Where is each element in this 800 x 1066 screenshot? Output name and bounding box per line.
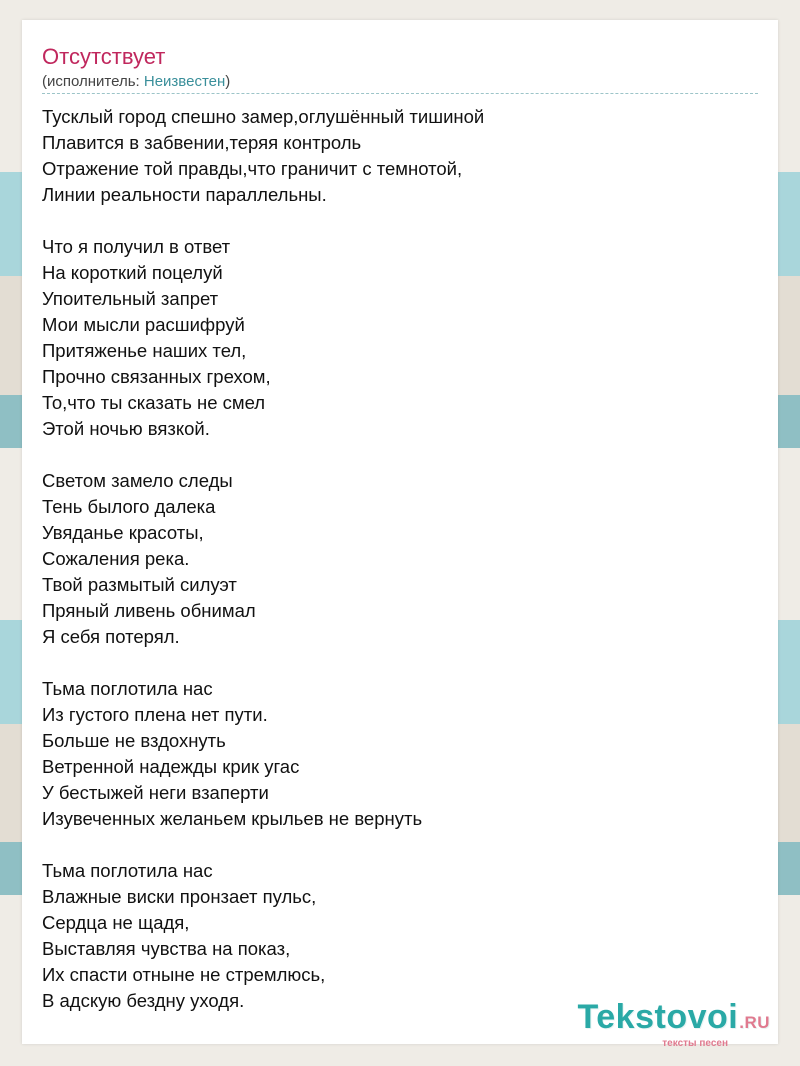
lyrics-stanza	[42, 676, 742, 832]
lyrics-line: Пряный ливень обнимал	[42, 600, 256, 621]
lyrics-line: Притяженье наших тел,	[42, 340, 247, 361]
lyrics-line: То,что ты сказать не смел	[42, 392, 266, 413]
logo-wordmark	[550, 998, 770, 1042]
lyrics-line: Тьма поглотила нас	[42, 678, 213, 699]
lyrics-body	[42, 104, 742, 1014]
artist-suffix: )	[225, 73, 231, 90]
lyrics-line: Светом замело следы	[42, 470, 233, 491]
lyrics-line: Увяданье красоты,	[42, 522, 204, 543]
lyrics-line: Сожаления река.	[42, 548, 190, 569]
lyrics-line: Из густого плена нет пути.	[42, 704, 268, 725]
artist-link[interactable]: Неизвестен	[143, 73, 226, 90]
lyrics-line: Больше не вздохнуть	[42, 730, 226, 751]
lyrics-line: Прочно связанных грехом,	[42, 366, 271, 387]
lyrics-line: Тень былого далека	[42, 496, 216, 517]
lyrics-line: Тусклый город спешно замер,оглушённый тишиной	[42, 106, 485, 127]
lyrics-line: Этой ночью вязкой.	[42, 418, 210, 439]
lyrics-line: Влажные виски пронзает пульс,	[42, 886, 317, 907]
lyrics-stanza	[42, 234, 742, 442]
site-logo[interactable]	[550, 998, 770, 1049]
lyrics-line: В адскую бездну уходя.	[42, 990, 245, 1011]
lyrics-line: Ветренной надежды крик угас	[42, 756, 300, 777]
song-title: Отсутствует	[42, 44, 166, 69]
lyrics-line: Плавится в забвении,теряя контроль	[42, 132, 362, 153]
lyrics-line: Изувеченных желаньем крыльев не вернуть	[42, 808, 423, 829]
lyrics-line: Твой размытый силуэт	[42, 574, 237, 595]
artist-prefix: (исполнитель:	[42, 73, 144, 90]
logo-tld: .RU	[739, 1013, 770, 1032]
lyrics-line: Отражение той правды,что граничит с темнотой,	[42, 158, 463, 179]
lyrics-stanza	[42, 104, 742, 208]
lyrics-line: Упоительный запрет	[42, 288, 219, 309]
lyrics-stanza	[42, 858, 742, 1014]
lyrics-line: Что я получил в ответ	[42, 236, 231, 257]
lyrics-line: У бестыжей неги взаперти	[42, 782, 269, 803]
lyrics-line: Их спасти отныне не стремлюсь,	[42, 964, 326, 985]
lyrics-line: На короткий поцелуй	[42, 262, 223, 283]
lyrics-line: Мои мысли расшифруй	[42, 314, 245, 335]
lyrics-line: Сердца не щадя,	[42, 912, 190, 933]
lyrics-card	[22, 20, 778, 1049]
lyrics-line: Я себя потерял.	[42, 626, 180, 647]
lyrics-line: Выставляя чувства на показ,	[42, 938, 291, 959]
logo-name: Tekstovoi	[577, 998, 739, 1036]
divider	[42, 93, 758, 94]
logo-tagline: тексты песен	[662, 1038, 728, 1049]
lyrics-line: Линии реальности параллельны.	[42, 184, 327, 205]
artist-line	[42, 72, 230, 92]
lyrics-line: Тьма поглотила нас	[42, 860, 213, 881]
lyrics-stanza	[42, 468, 742, 650]
